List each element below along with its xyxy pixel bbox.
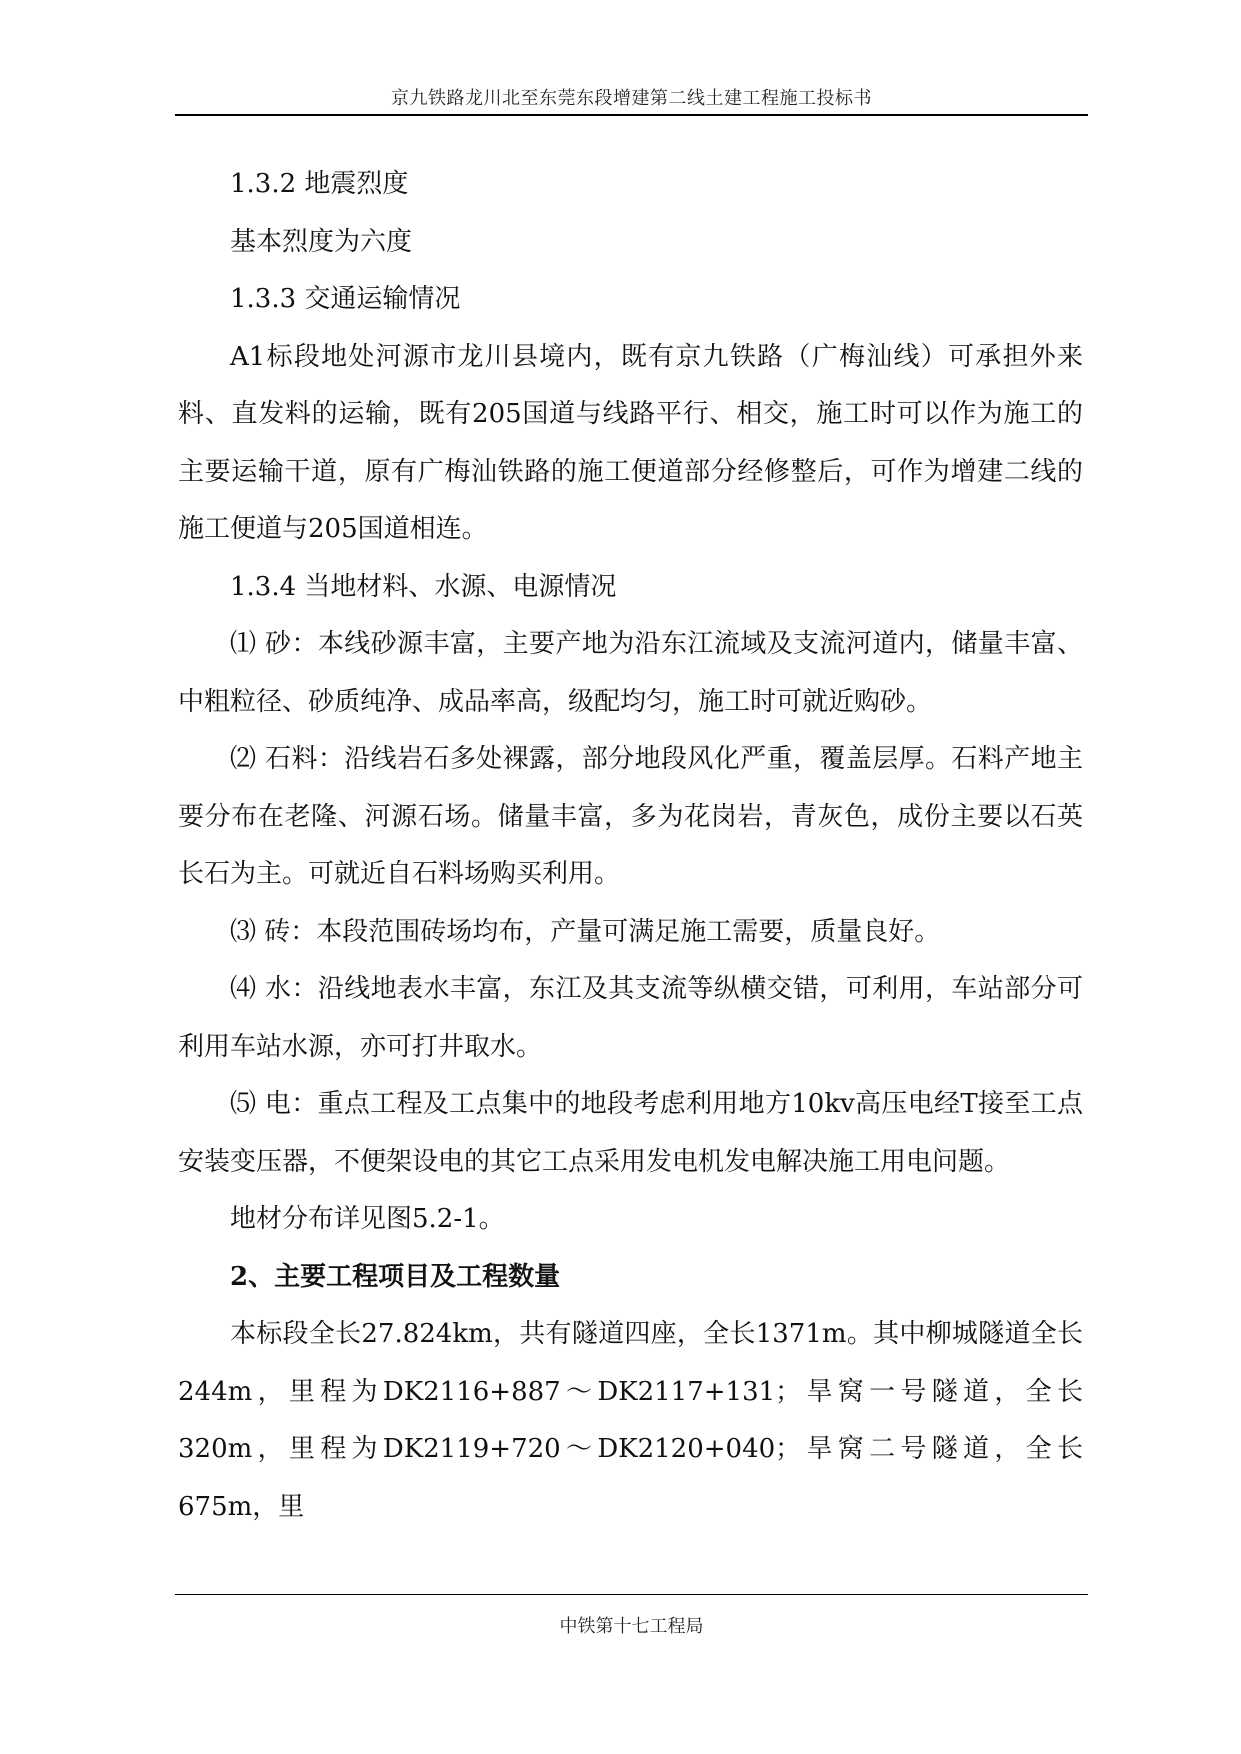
page-header: 京九铁路龙川北至东莞东段增建第二线土建工程施工投标书: [391, 88, 872, 109]
paragraph-power: ⑸ 电：重点工程及工点集中的地段考虑利用地方10kv高压电经T接至工点安装变压器，不便架设电的其它工点采用发电机发电解决施工用电问题。: [178, 1089, 1083, 1177]
footer-divider: [175, 1594, 1088, 1595]
paragraph-water: ⑷ 水：沿线地表水丰富，东江及其支流等纵横交错，可利用，车站部分可利用车站水源，亦可打井取水。: [178, 974, 1083, 1062]
paragraph-intensity: 基本烈度为六度: [230, 226, 413, 257]
section-heading-main-works: 2、主要工程项目及工程数量: [230, 1261, 561, 1292]
page-footer: 中铁第十七工程局: [559, 1616, 704, 1637]
paragraph-sand: ⑴ 砂：本线砂源丰富，主要产地为沿东江流域及支流河道内，储量丰富、中粗粒径、砂质纯净、成品率高，级配均匀，施工时可就近购砂。: [178, 629, 1083, 717]
heading-transport: 1.3.3 交通运输情况: [230, 284, 461, 314]
paragraph-stone: ⑵ 石料：沿线岩石多处裸露，部分地段风化严重，覆盖层厚。石料产地主要分布在老隆、河源石场。储量丰富，多为花岗岩，青灰色，成份主要以石英长石为主。可就近自石料场购买利用。: [178, 744, 1083, 889]
document-body: [178, 156, 1083, 1536]
paragraph-material-map-ref: 地材分布详见图5.2-1。: [230, 1204, 505, 1234]
header-divider: [175, 114, 1088, 116]
heading-local-materials: 1.3.4 当地材料、水源、电源情况: [230, 571, 617, 602]
paragraph-brick: ⑶ 砖：本段范围砖场均布，产量可满足施工需要，质量良好。: [230, 916, 941, 947]
heading-seismic-intensity: 1.3.2 地震烈度: [230, 169, 409, 199]
paragraph-transport: A1标段地处河源市龙川县境内，既有京九铁路（广梅汕线）可承担外来料、直发料的运输，既有205国道与线路平行、相交，施工时可以作为施工的主要运输干道，原有广梅汕铁路的施工便道部分经修整后，可作为增建二线的施工便道与205国道相连。: [178, 341, 1083, 544]
paragraph-tunnels: 本标段全长27.824km，共有隧道四座，全长1371m。其中柳城隧道全长244m，里程为DK2116+887～DK2117+131；旱窝一号隧道，全长320m，里程为DK2119+720～DK2120+040；旱窝二号隧道，全长675m，里: [178, 1319, 1083, 1522]
